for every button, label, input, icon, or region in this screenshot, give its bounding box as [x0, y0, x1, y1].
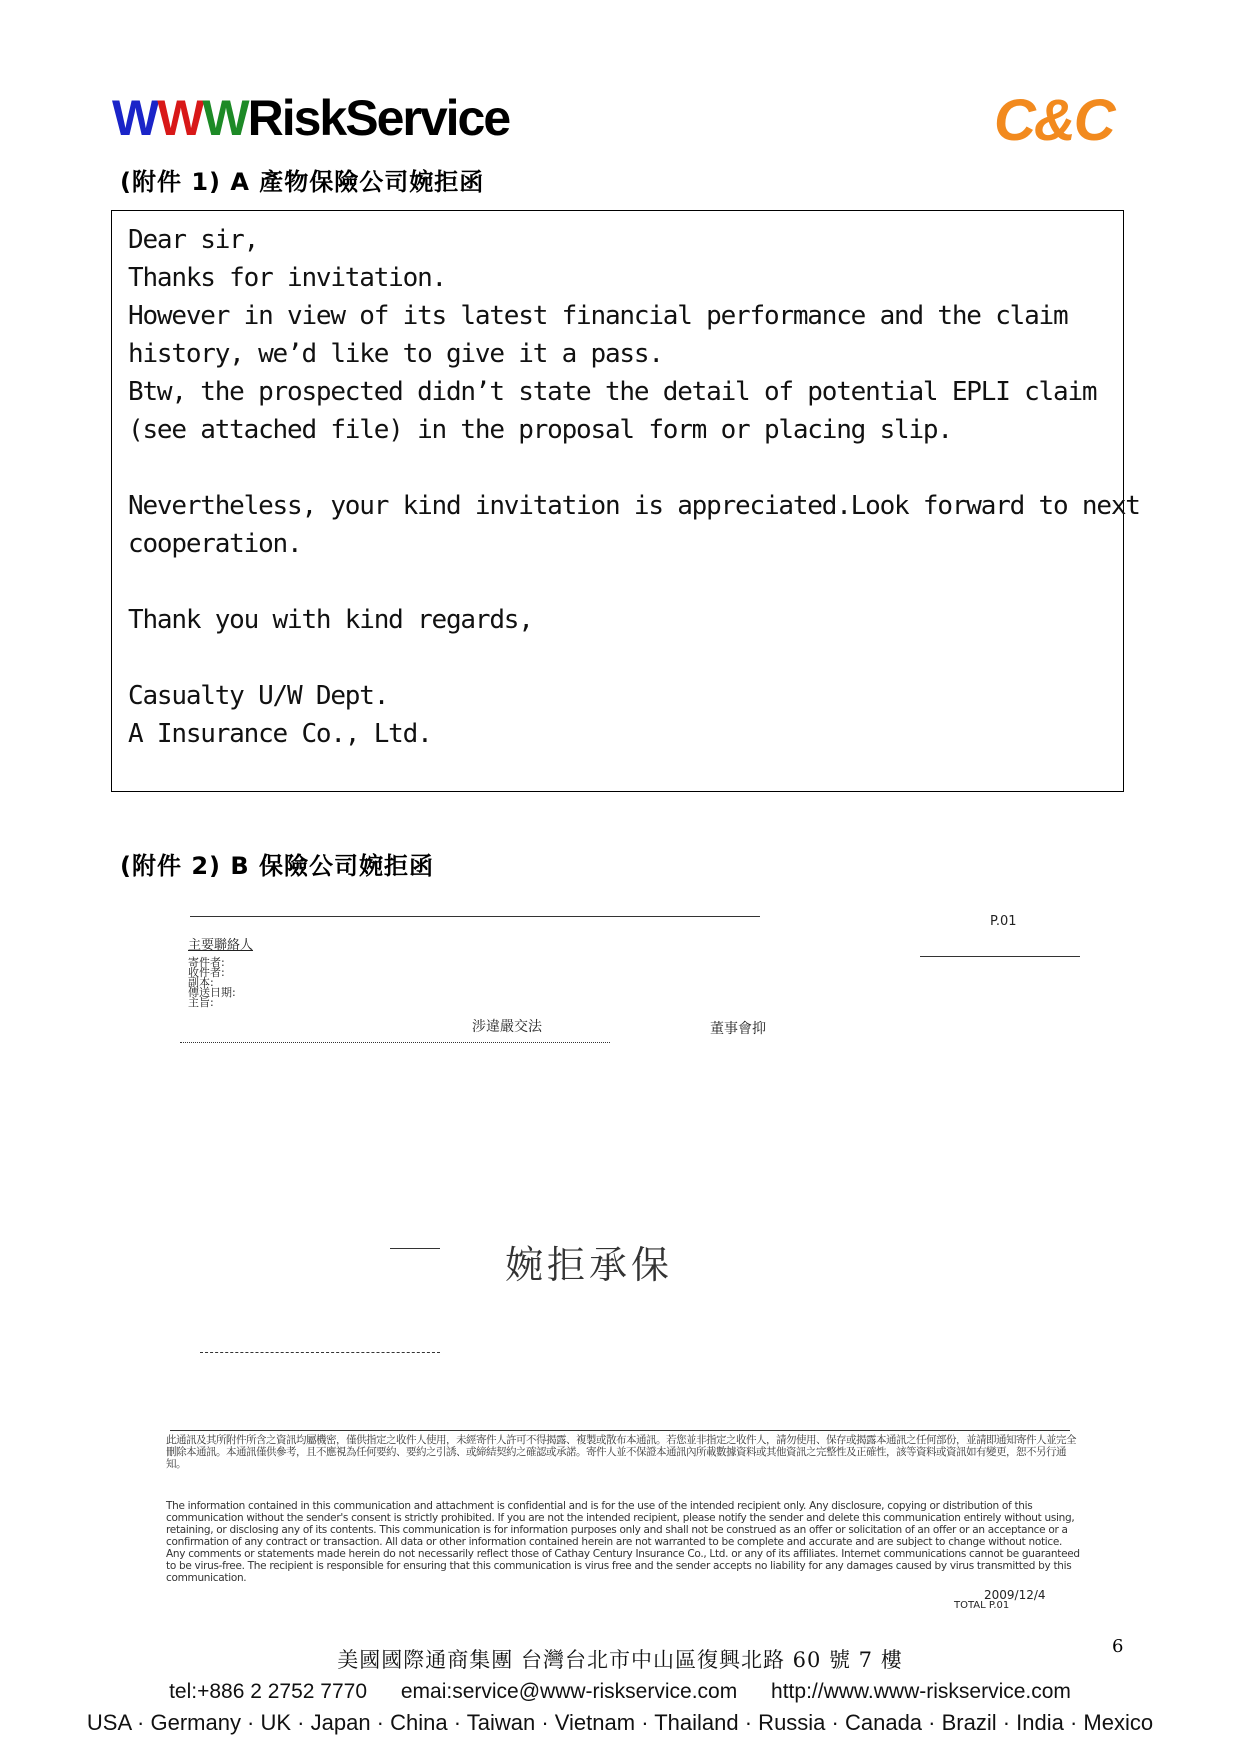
handwritten-decline-note: 婉拒承保: [505, 1243, 674, 1287]
footer-countries: USA · Germany · UK · Japan · China · Taiwan · Vietnam · Thailand · Russia · Canada · Brazil · India · Mexico: [86, 1710, 1154, 1735]
letter-body-line: history, we’d like to give it a pass.: [128, 339, 663, 369]
fax-disclaimer-top-line: [170, 1430, 1070, 1431]
paragraph-gap: [128, 449, 1109, 487]
letter-body-line: (see attached file) in the proposal form or placing slip.: [128, 415, 952, 445]
footer-address: 美國國際通商集團 台灣台北市中山區復興北路 60 號 7 樓: [337, 1648, 903, 1672]
cc-logo: C&C: [994, 88, 1114, 153]
fax-dotted-line: [180, 1042, 610, 1043]
footer-tel: tel:+886 2 2752 7770: [169, 1680, 367, 1703]
letter-body-line: Btw, the prospected didn’t state the detail of potential EPLI claim: [128, 377, 1097, 407]
logo-wordmark: RiskService: [247, 90, 510, 146]
logo-letter-3: W: [202, 90, 248, 146]
letter-thanks: Thanks for invitation.: [128, 263, 446, 293]
logo-letter-1: W: [112, 90, 158, 146]
fax-dashed-line: [200, 1352, 440, 1353]
fax-short-line: [390, 1248, 440, 1249]
page-number: 6: [1112, 1636, 1124, 1657]
attachment-1-heading: (附件 1) A 產物保險公司婉拒函: [120, 168, 485, 196]
letter-greeting: Dear sir,: [128, 225, 259, 255]
fax-page-marker: P.01: [990, 914, 1017, 929]
letter-closing: Thank you with kind regards,: [128, 605, 533, 635]
paragraph-gap: [128, 563, 1109, 601]
logo-letter-2: W: [157, 90, 203, 146]
fax-field-labels: 寄件者: 收件者: 副本: 傳送日期: 主旨:: [188, 956, 236, 1009]
footer-website-link[interactable]: http://www.www-riskservice.com: [771, 1680, 1071, 1703]
fax-middle-right-text: 董事會抑: [710, 1021, 766, 1037]
fax-top-label: 主要聯絡人: [188, 938, 254, 953]
fax-middle-left-text: 涉違嚴交法: [472, 1019, 542, 1035]
letter-body-line: Nevertheless, your kind invitation is appreciated.Look forward to next: [128, 491, 1140, 521]
fax-date: 2009/12/4: [984, 1588, 1046, 1602]
footer-contact: [0, 1680, 1240, 1704]
footer-email-link[interactable]: emai:service@www-riskservice.com: [400, 1680, 738, 1703]
rejection-letter-box: [111, 210, 1140, 792]
fax-rule: [920, 956, 1080, 957]
letter-body-line: cooperation.: [128, 529, 302, 559]
fax-total-pages: TOTAL P.01: [954, 1600, 1010, 1611]
attachment-2-heading: (附件 2) B 保險公司婉拒函: [120, 852, 434, 880]
fax-disclaimer-chinese: 此通訊及其所附件所含之資訊均屬機密，僅供指定之收件人使用，未經寄件人許可不得揭露、複製或散布本通訊。若您並非指定之收件人，請勿使用、保存或揭露本通訊之任何部份，並請即通知寄件人並完全刪除本通訊。本通訊僅供參考，且不應視為任何要約、要約之引誘、或締結契約之確認或承諾。寄件人並不保證本通訊內所載數據資料或其他資訊之完整性及正確性，該等資料或資訊如有變更，恕不另行通知。: [166, 1434, 1076, 1470]
letter-signature-dept: Casualty U/W Dept.: [128, 681, 389, 711]
wwwriskservice-logo: [112, 88, 509, 148]
letter-signature-company: A Insurance Co., Ltd.: [128, 719, 432, 749]
fax-disclaimer-english: The information contained in this communication and attachment is confidential and is for the use of the intended recipient only. Any disclosure, copying or distribution of this communication without the sender's consent is strictly prohibited. If you are not the intended recipient, please notify the sender and delete this communication entirely without using, retaining, or disclosing any of its contents. This communication is for information purposes only and shall not be construed as an offer or solicitation of an offer or an acceptance or a confirmation of any contract or transaction. All data or other information contained herein are not warranted to be complete and accurate and are subject to change without notice. Any comments or statements made herein do not necessarily reflect those of Cathay Century Insurance Co., Ltd. or any of its affiliates. Internet communications cannot be guaranteed to be virus-free. The recipient is responsible for ensuring that this communication is virus free and the sender accepts no liability for any damages caused by virus transmitted by this communication.: [166, 1500, 1080, 1584]
paragraph-gap: [128, 639, 1109, 677]
letter-body-line: However in view of its latest financial performance and the claim: [128, 301, 1068, 331]
fax-header-line: [190, 916, 760, 917]
